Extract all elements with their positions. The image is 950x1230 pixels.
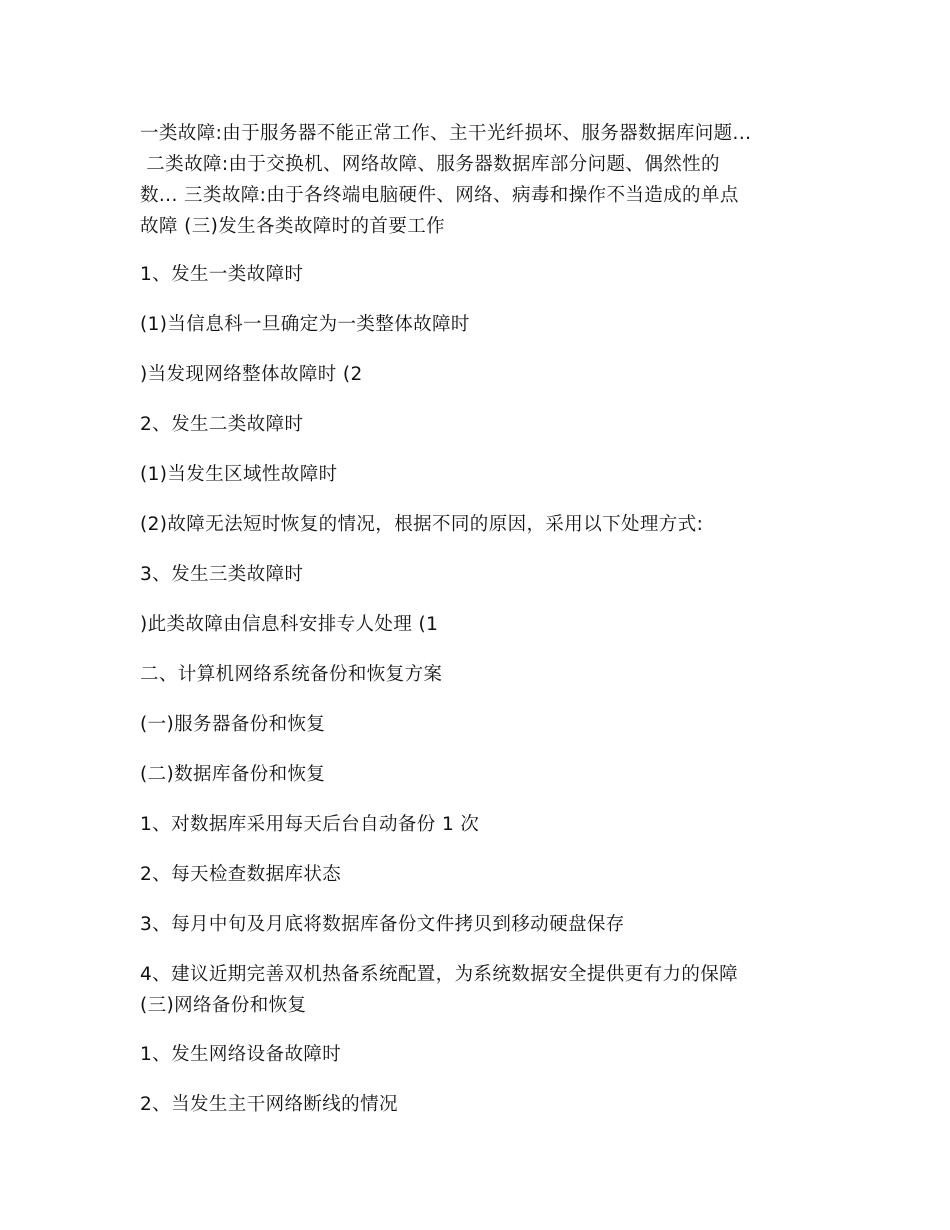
- intro-block: [140, 118, 820, 242]
- paragraph: )当发现网络整体故障时 (2: [140, 364, 363, 385]
- subsection-heading: (三)网络备份和恢复: [140, 995, 307, 1016]
- paragraph: 3、每月中旬及月底将数据库备份文件拷贝到移动硬盘保存: [140, 914, 625, 935]
- paragraph: (1)当信息科一旦确定为一类整体故障时: [140, 314, 470, 335]
- subsection-heading: (二)数据库备份和恢复: [140, 764, 326, 785]
- paragraph: 2、每天检查数据库状态: [140, 864, 342, 885]
- section-heading: 二、计算机网络系统备份和恢复方案: [140, 664, 443, 685]
- paragraph: (1)当发生区域性故障时: [140, 464, 338, 485]
- intro-line: 故障 (三)发生各类故障时的首要工作: [140, 216, 446, 237]
- paragraph: 1、发生一类故障时: [140, 264, 304, 285]
- paragraph: 2、当发生主干网络断线的情况: [140, 1094, 398, 1115]
- paragraph: (2)故障无法短时恢复的情况，根据不同的原因，采用以下处理方式:: [140, 514, 704, 535]
- paragraph: )此类故障由信息科安排专人处理 (1: [140, 614, 439, 635]
- intro-line: 数... 三类故障:由于各终端电脑硬件、网络、病毒和操作不当造成的单点: [140, 185, 739, 206]
- paragraph: 1、对数据库采用每天后台自动备份 1 次: [140, 814, 480, 835]
- paragraph: 3、发生三类故障时: [140, 564, 304, 585]
- paragraph: 1、发生网络设备故障时: [140, 1044, 342, 1065]
- intro-line: 二类故障:由于交换机、网络故障、服务器数据库部分问题、偶然性的: [140, 154, 720, 175]
- subsection-heading: (一)服务器备份和恢复: [140, 714, 326, 735]
- paragraph: 4、建议近期完善双机热备系统配置，为系统数据安全提供更有力的保障: [140, 964, 739, 985]
- paragraph: 2、发生二类故障时: [140, 414, 304, 435]
- closing-block: [140, 959, 820, 1021]
- intro-line: 一类故障:由于服务器不能正常工作、主干光纤损坏、服务器数据库问题...: [140, 123, 752, 144]
- document-body: [140, 118, 820, 1139]
